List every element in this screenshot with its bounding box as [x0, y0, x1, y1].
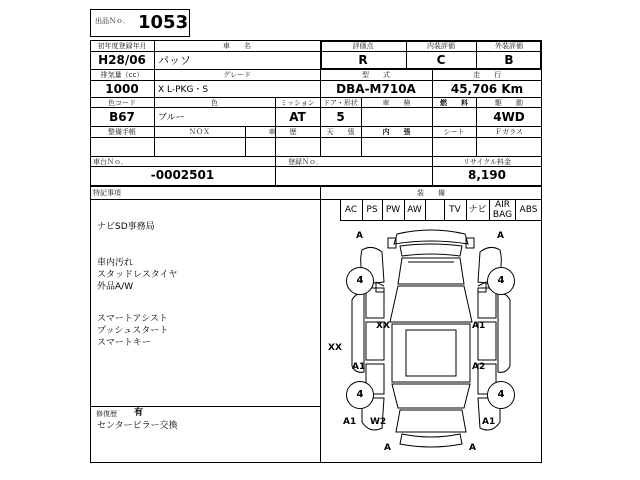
mark-rear-w2: W2	[370, 417, 387, 427]
recycle-value: 8,190	[468, 168, 506, 182]
repair-detail: センターピラー交換	[97, 421, 178, 431]
car-name-label: 車 名	[223, 42, 251, 50]
equip-airbag: AIR BAG	[492, 200, 513, 220]
mileage-label: 走 行	[473, 71, 501, 79]
mission-label: ミッション	[280, 99, 315, 107]
mission-value: AT	[289, 110, 306, 124]
tire-rear-left: 4	[346, 381, 374, 409]
interior-label: 内装評価	[427, 42, 455, 50]
drive-label: 駆 動	[495, 99, 523, 107]
lot-number-label: 出品Ｎｏ．	[95, 17, 130, 25]
fuel-label: 燃 料	[440, 99, 468, 107]
glass-label: Ｆガラス	[495, 128, 523, 136]
mark-rear-left-a1: A1	[343, 417, 357, 427]
doors-label: ドア・形状	[323, 99, 358, 107]
recycle-label: リサイクル料金	[462, 158, 512, 166]
note-low-2: スマートキー	[97, 338, 151, 348]
equip-pw: PW	[385, 205, 401, 215]
score-value: R	[358, 53, 368, 67]
grade-value: X L-PKG・S	[158, 85, 209, 95]
doors-value: 5	[336, 110, 345, 124]
manual-label: 整備手帳	[108, 128, 136, 136]
color-label: 色	[211, 99, 218, 107]
displacement-label: 排気量（cc）	[100, 71, 144, 79]
displacement-value: 1000	[105, 82, 139, 96]
nox-label: ＮＯＸ	[189, 128, 210, 136]
interior-value: C	[436, 53, 446, 67]
history-label: 車 歴	[268, 128, 297, 136]
car-name-value: パッソ	[158, 54, 191, 67]
inspection-label: 車 検	[382, 99, 411, 107]
equip-aw: AW	[407, 205, 422, 215]
color-value: ブルー	[158, 113, 185, 123]
equip-ps: PS	[366, 205, 378, 215]
mark-rear-a-right: A	[469, 443, 476, 453]
first-reg-value: H28/06	[98, 53, 146, 67]
note-low-0: スマートアシスト	[97, 314, 168, 324]
lot-number-value: 1053	[138, 12, 189, 33]
exterior-label: 外装評価	[495, 42, 523, 50]
mark-rear-a-left: A	[384, 443, 391, 453]
repair-label: 修復歴	[96, 410, 117, 418]
mark-front-right: A	[497, 231, 504, 241]
color-code-value: B67	[109, 110, 135, 124]
repair-value: 有	[134, 408, 144, 418]
mark-rear-right-a1: A1	[482, 417, 496, 427]
mileage-value: 45,706 Km	[450, 82, 524, 96]
color-code-label: 色コード	[108, 99, 136, 107]
chassis-label: 車台Ｎｏ．	[93, 158, 128, 166]
notes-label: 特記事項	[93, 189, 121, 197]
drive-value: 4WD	[493, 110, 525, 124]
chassis-value: -0002501	[150, 168, 215, 182]
equip-tv: TV	[449, 205, 461, 215]
note-top-0: ナビSD事務局	[97, 222, 155, 232]
score-label: 評価点	[352, 42, 374, 50]
first-reg-label: 初年度登録年月	[97, 42, 147, 50]
note-low-1: プッシュスタート	[97, 326, 169, 336]
mark-left-a1: A1	[352, 362, 366, 372]
note-mid-0: 車内汚れ	[97, 258, 134, 268]
mark-left-door-xx: XX	[376, 321, 390, 331]
equip-ac: AC	[344, 205, 358, 215]
mark-right-door-a1: A1	[472, 321, 486, 331]
seat-label: シート	[443, 128, 465, 136]
note-mid-1: スタッドレスタイヤ	[97, 270, 178, 280]
mark-front-left: A	[356, 231, 363, 241]
tire-front-left: 4	[346, 267, 374, 295]
mark-outer-xx: XX	[328, 343, 342, 353]
equipment-label: 装 備	[417, 189, 445, 197]
tire-rear-right: 4	[487, 381, 515, 409]
interior-sheet-label: 内 張	[382, 128, 411, 136]
sunroof-label: 天 張	[326, 128, 355, 136]
model-value: DBA-M710A	[336, 82, 416, 96]
mark-right-a2: A2	[472, 362, 486, 372]
note-mid-2: 外品A/W	[97, 282, 134, 292]
equip-abs: ABS	[519, 205, 538, 215]
reg-no-label: 登録Ｎｏ．	[288, 158, 323, 166]
grade-label: グレード	[223, 71, 251, 79]
tire-front-right: 4	[487, 267, 515, 295]
model-label: 型 式	[362, 71, 390, 79]
exterior-value: B	[504, 53, 514, 67]
equip-navi: ナビ	[468, 205, 487, 215]
